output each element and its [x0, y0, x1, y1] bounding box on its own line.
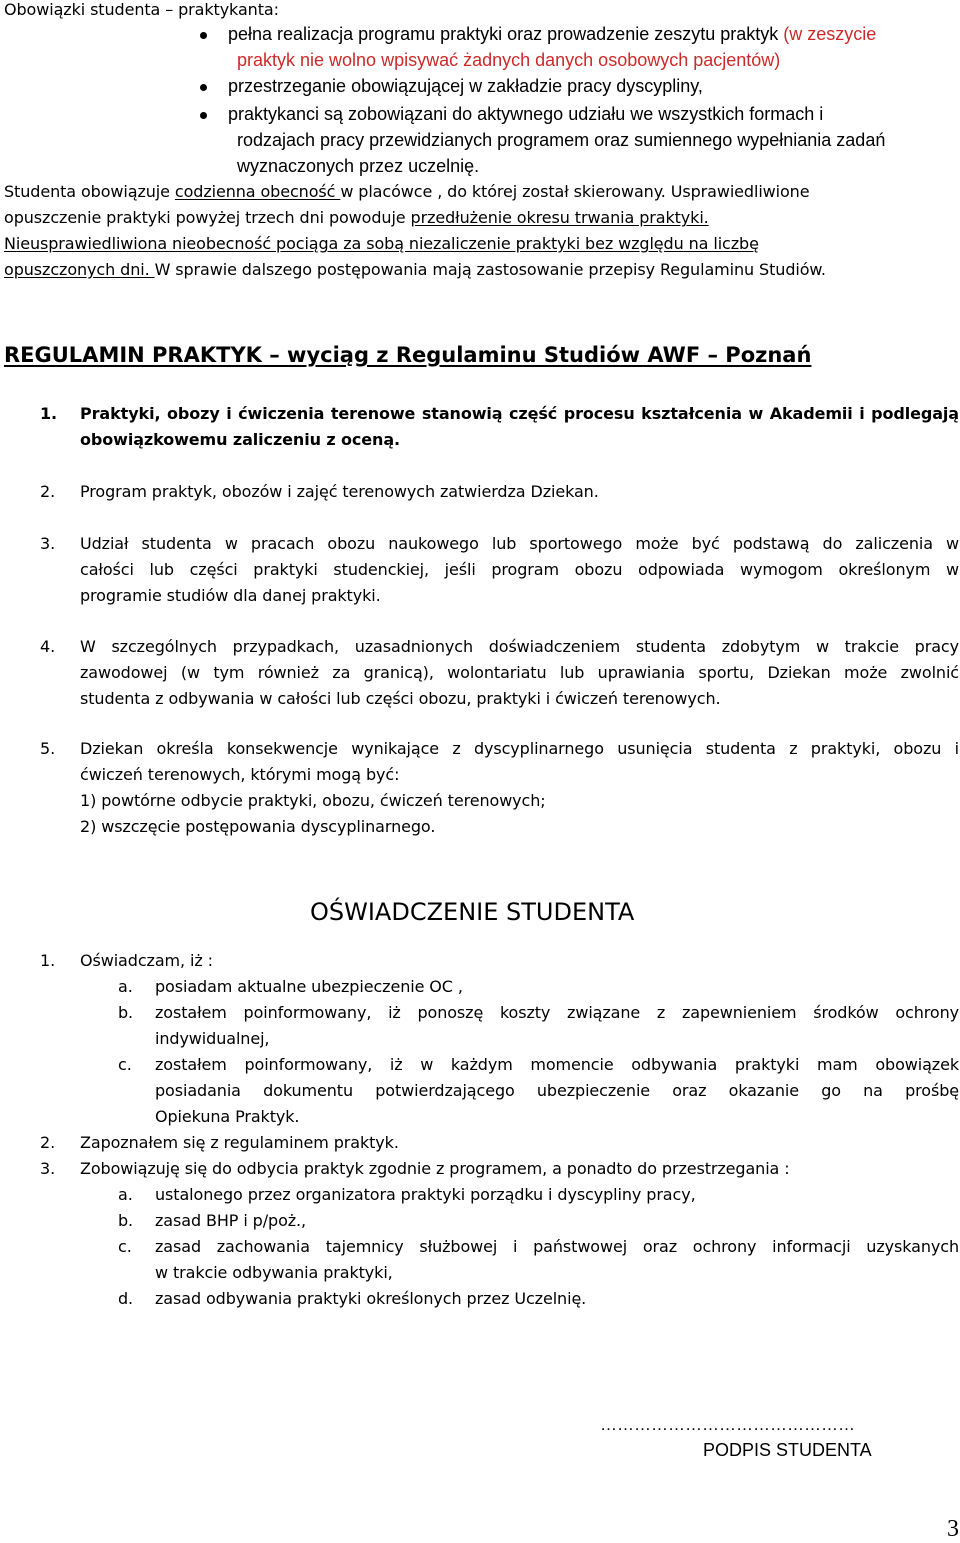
regulamin-item-number: 4.	[40, 637, 56, 656]
regulamin-item-2-line: Program praktyk, obozów i zajęć terenowych zatwierdza Dziekan.	[80, 482, 599, 501]
item-number: 2.	[40, 1133, 56, 1152]
declaration-1b-line-2: indywidualnej,	[155, 1029, 270, 1048]
item-number: 3.	[40, 1159, 56, 1178]
regulamin-item-number: 2.	[40, 482, 56, 501]
bullet-icon	[200, 32, 207, 39]
item-letter: a.	[118, 1185, 133, 1204]
declaration-3a: ustalonego przez organizatora praktyki porządku i dyscypliny pracy,	[155, 1185, 696, 1204]
declaration-3d: zasad odbywania praktyki określonych przez Uczelnię.	[155, 1289, 587, 1308]
declaration-3c-line-2: w trakcie odbywania praktyki,	[155, 1263, 393, 1282]
regulamin-item-4-line: zawodowej (w tym również za granicą), wolontariatu lub uprawiania sportu, Dziekan może zwolnić	[80, 663, 959, 682]
item-letter: a.	[118, 977, 133, 996]
regulamin-item-1-line: obowiązkowemu zaliczeniu z oceną.	[80, 430, 401, 449]
item-letter: d.	[118, 1289, 134, 1308]
regulamin-item-3-line: programie studiów dla danej praktyki.	[80, 586, 381, 605]
signature-line: ………………………………………	[600, 1415, 855, 1434]
duty-1-line-2: praktyk nie wolno wpisywać żadnych danych osobowych pacjentów)	[237, 50, 781, 70]
regulamin-item-5-line: 2) wszczęcie postępowania dyscyplinarnego.	[80, 817, 436, 836]
regulamin-item-5-line: 1) powtórne odbycie praktyki, obozu, ćwiczeń terenowych;	[80, 791, 546, 810]
bullet-icon	[200, 112, 207, 119]
declaration-3: Zobowiązuję się do odbycia praktyk zgodnie z programem, a ponadto do przestrzegania :	[80, 1159, 790, 1178]
duties-heading: Obowiązki studenta – praktykanta:	[4, 0, 279, 19]
bullet-icon	[200, 84, 207, 91]
signature-label: PODPIS STUDENTA	[703, 1440, 872, 1460]
declaration-3b: zasad BHP i p/poż.,	[155, 1211, 307, 1230]
regulamin-item-5-line: ćwiczeń terenowych, którymi mogą być:	[80, 765, 400, 784]
attendance-paragraph-line-4: opuszczonych dni. W sprawie dalszego postępowania mają zastosowanie przepisy Regulaminu Studiów.	[4, 260, 826, 279]
item-letter: b.	[118, 1211, 134, 1230]
declaration-1b-line-1: zostałem poinformowany, iż ponoszę koszty związane z zapewnieniem środków ochrony	[155, 1003, 959, 1022]
attendance-paragraph-line-3: Nieusprawiedliwiona nieobecność pociąga za sobą niezaliczenie praktyki bez względu na liczbę	[4, 234, 759, 253]
regulamin-item-3-line: Udział studenta w pracach obozu naukowego lub sportowego może być podstawą do zaliczenia w	[80, 534, 959, 553]
regulamin-item-5-line: Dziekan określa konsekwencje wynikające z dyscyplinarnego usunięcia studenta z praktyki, obozu i	[80, 739, 959, 758]
duty-3-line-2: rodzajach pracy przewidzianych programem oraz sumiennego wypełniania zadań	[237, 130, 886, 150]
declaration-1c-line-3: Opiekuna Praktyk.	[155, 1107, 300, 1126]
item-number: 1.	[40, 951, 56, 970]
regulamin-item-1-line: Praktyki, obozy i ćwiczenia terenowe stanowią część procesu kształcenia w Akademii i podlegają	[80, 404, 959, 423]
declaration-1a: posiadam aktualne ubezpieczenie OC ,	[155, 977, 463, 996]
oswiadczenie-title: OŚWIADCZENIE STUDENTA	[310, 898, 635, 926]
declaration-1c-line-1: zostałem poinformowany, iż w każdym momencie odbywania praktyki mam obowiązek	[155, 1055, 959, 1074]
page-number: 3	[947, 1516, 959, 1542]
attendance-paragraph-line-2: opuszczenie praktyki powyżej trzech dni powoduje przedłużenie okresu trwania praktyki.	[4, 208, 709, 227]
duty-2: przestrzeganie obowiązującej w zakładzie pracy dyscypliny,	[228, 76, 703, 96]
attendance-paragraph-line-1: Studenta obowiązuje codzienna obecność w placówce , do której został skierowany. Usprawiedliwione	[4, 182, 810, 201]
duty-3-line-1: praktykanci są zobowiązani do aktywnego udziału we wszystkich formach i	[228, 104, 824, 124]
declaration-1c-line-2: posiadania dokumentu potwierdzającego ubezpieczenie oraz okazanie go na prośbę	[155, 1081, 959, 1100]
declaration-2: Zapoznałem się z regulaminem praktyk.	[80, 1133, 399, 1152]
regulamin-title: REGULAMIN PRAKTYK – wyciąg z Regulaminu Studiów AWF – Poznań	[4, 343, 812, 367]
declaration-1: Oświadczam, iż :	[80, 951, 213, 970]
regulamin-item-number: 5.	[40, 739, 56, 758]
regulamin-item-4-line: W szczególnych przypadkach, uzasadnionych doświadczeniem studenta zdobytym w trakcie pracy	[80, 637, 959, 656]
regulamin-item-4-line: studenta z odbywania w całości lub części obozu, praktyki i ćwiczeń terenowych.	[80, 689, 721, 708]
duty-1-line-1: pełna realizacja programu praktyki oraz prowadzenie zeszytu praktyk (w zeszycie	[228, 24, 877, 44]
regulamin-item-number: 3.	[40, 534, 56, 553]
item-letter: c.	[118, 1055, 132, 1074]
item-letter: c.	[118, 1237, 132, 1256]
declaration-3c-line-1: zasad zachowania tajemnicy służbowej i państwowej oraz ochrony informacji uzyskanych	[155, 1237, 959, 1256]
regulamin-item-number: 1.	[40, 404, 58, 423]
item-letter: b.	[118, 1003, 134, 1022]
regulamin-item-3-line: całości lub części praktyki studenckiej, jeśli program obozu odpowiada wymogom określonym w	[80, 560, 959, 579]
duty-3-line-3: wyznaczonych przez uczelnię.	[237, 156, 480, 176]
